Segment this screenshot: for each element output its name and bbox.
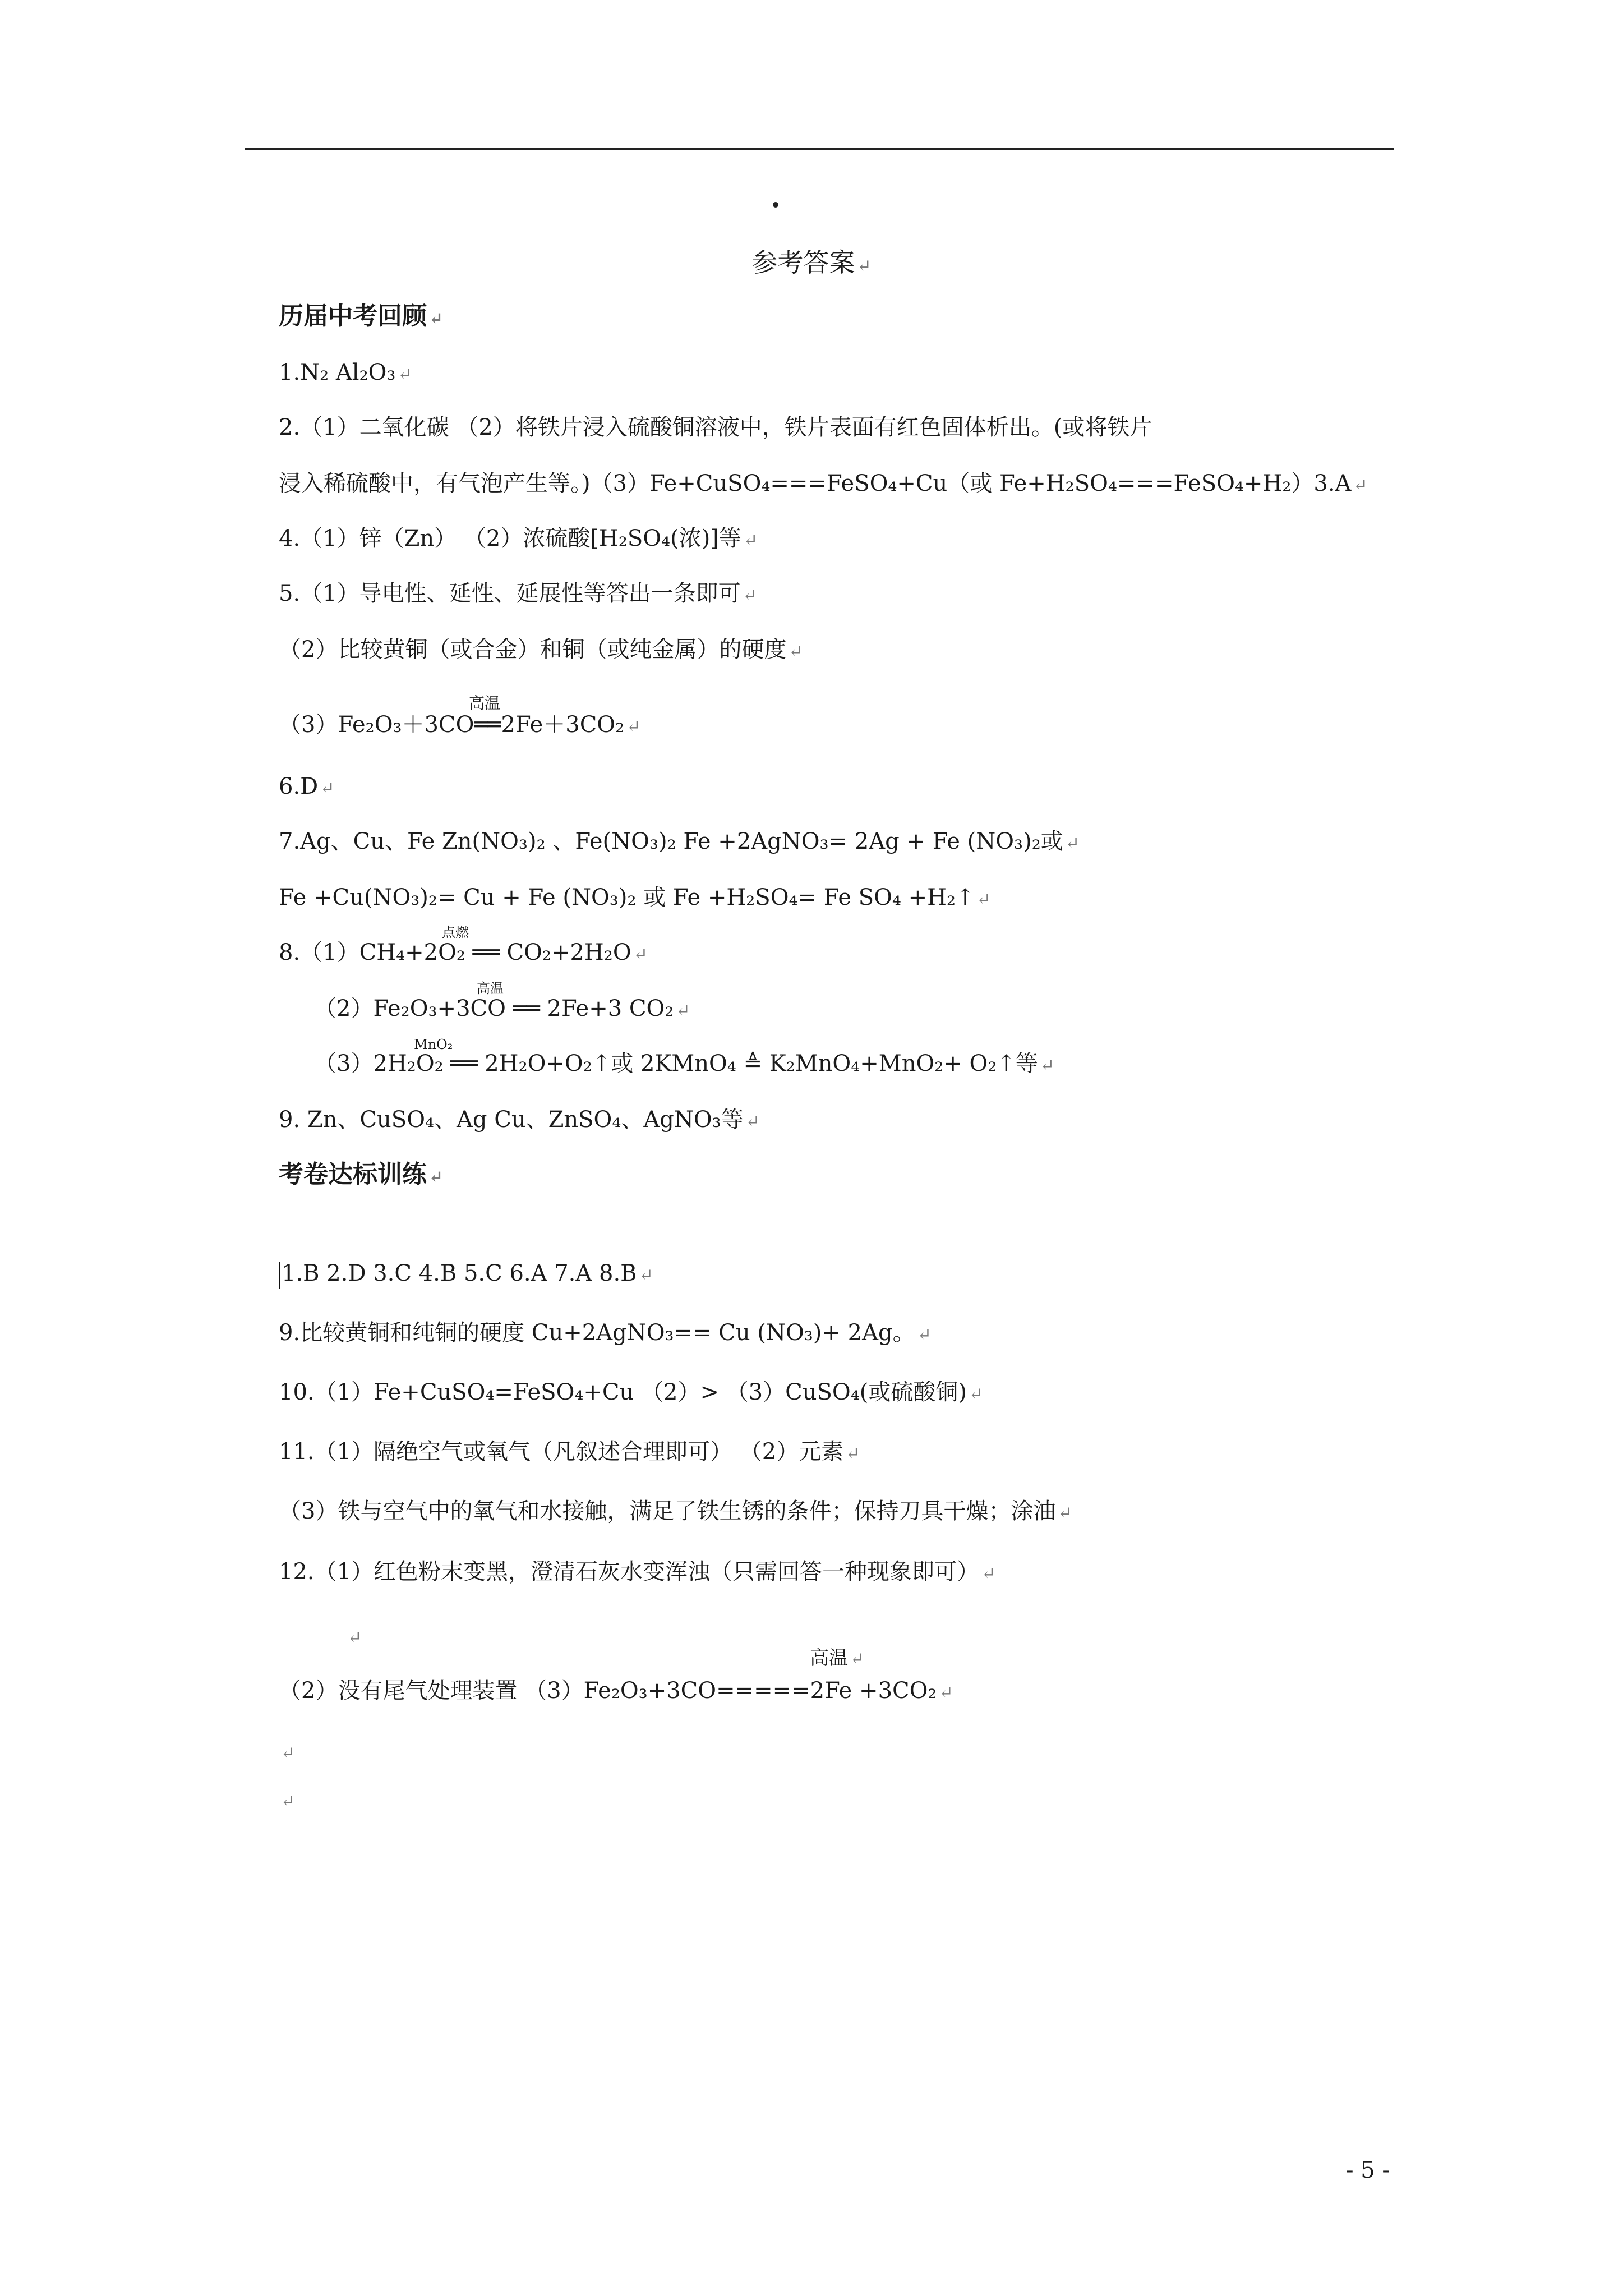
condition-8c: MnO₂	[414, 1037, 453, 1052]
training-line-11b: （3）铁与空气中的氧气和水接触，满足了铁生锈的条件；保持刀具干燥；涂油 ↵	[279, 1498, 1072, 1524]
page-number: - 5 -	[1346, 2157, 1390, 2183]
answer-line-8a: 8.（1）CH₄+2O₂ ══ CO₂+2H₂O ↵	[279, 940, 648, 965]
answer-line-5c: （3）Fe₂O₃＋3CO══2Fe＋3CO₂ ↵	[279, 712, 641, 738]
answer-line-9: 9. Zn、CuSO₄、Ag Cu、ZnSO₄、AgNO₃等 ↵	[279, 1107, 760, 1133]
answer-line-4: 4.（1）锌（Zn） （2）浓硫酸[H₂SO₄(浓)]等 ↵	[279, 526, 758, 551]
answer-line-8b: （2）Fe₂O₃+3CO ══ 2Fe+3 CO₂ ↵	[314, 996, 690, 1022]
page-title: 参考答案 ↵	[751, 247, 872, 278]
empty-paragraph-2: ↵	[281, 1743, 296, 1763]
condition-8a: 点燃	[442, 924, 469, 940]
condition-12b: 高温 ↵	[810, 1647, 865, 1669]
header-rule	[245, 148, 1394, 150]
training-line-12b: （2）没有尾气处理装置 （3）Fe₂O₃+3CO=====2Fe +3CO₂ ↵	[279, 1678, 953, 1704]
empty-paragraph-1: ↵	[348, 1628, 362, 1648]
answer-line-2a: 2.（1）二氧化碳 （2）将铁片浸入硫酸铜溶液中，铁片表面有红色固体析出。(或将铁片	[279, 415, 1152, 440]
training-line-12a: 12.（1）红色粉末变黑，澄清石灰水变浑浊（只需回答一种现象即可） ↵	[279, 1559, 996, 1585]
training-line-9: 9.比较黄铜和纯铜的硬度 Cu+2AgNO₃== Cu (NO₃)+ 2Ag。 ↵	[279, 1320, 932, 1346]
condition-8b: 高温	[477, 981, 504, 996]
condition-5c: 高温	[469, 694, 501, 712]
answer-line-2b: 浸入稀硫酸中，有气泡产生等。)（3）Fe+CuSO₄===FeSO₄+Cu（或 Fe+H₂SO₄===FeSO₄+H₂）3.A ↵	[279, 471, 1368, 496]
answer-line-7a: 7.Ag、Cu、Fe Zn(NO₃)₂ 、Fe(NO₃)₂ Fe +2AgNO₃= 2Ag + Fe (NO₃)₂或 ↵	[279, 829, 1080, 854]
text-cursor	[279, 1262, 280, 1289]
answer-line-7b: Fe +Cu(NO₃)₂= Cu + Fe (NO₃)₂ 或 Fe +H₂SO₄= Fe SO₄ +H₂↑ ↵	[279, 885, 991, 910]
answer-line-5b: （2）比较黄铜（或合金）和铜（或纯金属）的硬度 ↵	[279, 637, 803, 662]
answer-line-1: 1.N₂ Al₂O₃ ↵	[279, 360, 412, 385]
training-line-10: 10.（1）Fe+CuSO₄=FeSO₄+Cu （2）> （3）CuSO₄(或硫酸铜) ↵	[279, 1379, 984, 1405]
section-heading-training: 考卷达标训练 ↵	[279, 1160, 444, 1189]
answer-line-6: 6.D ↵	[279, 774, 335, 799]
answer-line-5a: 5.（1）导电性、延性、延展性等答出一条即可 ↵	[279, 581, 757, 606]
header-dot	[773, 202, 778, 208]
answer-line-8c: （3）2H₂O₂ ══ 2H₂O+O₂↑或 2KMnO₄ ≜ K₂MnO₄+MnO₂+ O₂↑等 ↵	[314, 1051, 1055, 1076]
training-line-1: 1.B 2.D 3.C 4.B 5.C 6.A 7.A 8.B ↵	[279, 1258, 653, 1291]
empty-paragraph-3: ↵	[281, 1792, 296, 1811]
training-line-11a: 11.（1）隔绝空气或氧气（凡叙述合理即可） （2）元素 ↵	[279, 1439, 860, 1465]
section-heading-review: 历届中考回顾 ↵	[279, 302, 444, 330]
